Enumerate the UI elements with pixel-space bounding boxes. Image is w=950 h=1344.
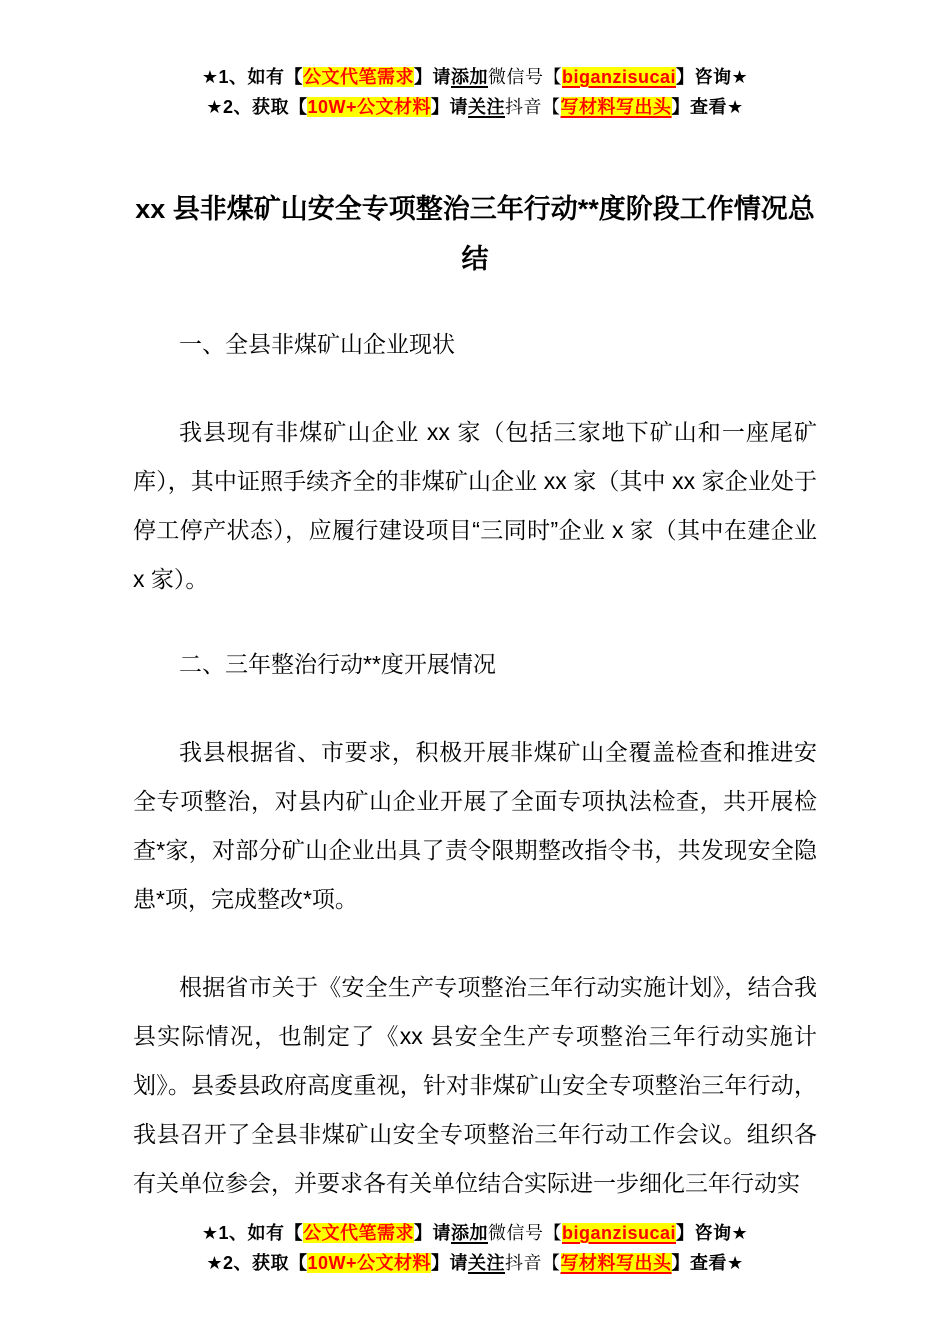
promo-segment: 写材料写出头: [560, 1253, 672, 1273]
promo-banner-footer: [0, 1218, 950, 1278]
promo-segment: 抖音【: [505, 1253, 561, 1273]
section-heading-2: 二、三年整治行动**度开展情况: [179, 651, 496, 677]
promo-banner-header: [0, 0, 950, 122]
promo-segment: 】请: [413, 67, 451, 87]
promo-segment: 】咨询★: [676, 67, 749, 87]
promo-segment: 】咨询★: [676, 1223, 749, 1243]
promo-segment: 抖音【: [505, 97, 561, 117]
promo-segment: 公文代笔需求: [302, 1223, 414, 1243]
promo-segment: 】查看★: [671, 1253, 744, 1273]
promo-line-2: [0, 92, 950, 122]
promo-segment: 写材料写出头: [560, 97, 672, 117]
promo-segment: 】查看★: [671, 97, 744, 117]
promo-segment: biganzisucai: [561, 67, 677, 87]
promo-segment: biganzisucai: [561, 1223, 677, 1243]
document-body: [0, 184, 950, 1208]
promo-segment: 关注: [468, 1253, 506, 1273]
promo-segment: 】请: [431, 1253, 469, 1273]
promo-segment: ★2、获取【: [206, 1253, 308, 1273]
promo-segment: 】请: [431, 97, 469, 117]
page-title: xx 县非煤矿山安全专项整治三年行动**度阶段工作情况总结: [135, 194, 815, 274]
promo-segment: 关注: [468, 97, 506, 117]
promo-segment: 微信号【: [487, 67, 562, 87]
promo-line-2: [0, 1248, 950, 1278]
promo-segment: 添加: [450, 1223, 488, 1243]
promo-line-1: [0, 1218, 950, 1248]
body-paragraph: 我县根据省、市要求，积极开展非煤矿山全覆盖检查和推进安全专项整治，对县内矿山企业开展了全面专项执法检查，共开展检查*家，对部分矿山企业出具了责令限期整改指令书，共发现安全隐患*项，完成整改*项。: [133, 739, 817, 912]
promo-segment: ★1、如有【: [201, 67, 303, 87]
promo-segment: 10W+公文材料: [307, 1253, 432, 1273]
promo-segment: 10W+公文材料: [307, 97, 432, 117]
section-heading-1: 一、全县非煤矿山企业现状: [179, 331, 455, 357]
body-paragraph: 根据省市关于《安全生产专项整治三年行动实施计划》，结合我县实际情况，也制定了《xx 县安全生产专项整治三年行动实施计划》。县委县政府高度重视，针对非煤矿山安全专项整治三年行动，我县召开了全县非煤矿山安全专项整治三年行动工作会议。组织各有关单位参会，并要求各有关单位结合实际进一步细化三年行动实: [133, 974, 817, 1196]
promo-segment: 】请: [413, 1223, 451, 1243]
promo-segment: ★2、获取【: [206, 97, 308, 117]
promo-segment: 添加: [450, 67, 488, 87]
body-paragraph: 我县现有非煤矿山企业 xx 家（包括三家地下矿山和一座尾矿库），其中证照手续齐全的非煤矿山企业 xx 家（其中 xx 家企业处于停工停产状态），应履行建设项目“三同时”企业 x 家（其中在建企业 x 家）。: [133, 419, 817, 592]
promo-segment: 微信号【: [487, 1223, 562, 1243]
promo-line-1: [0, 62, 950, 92]
promo-segment: 公文代笔需求: [302, 67, 414, 87]
promo-segment: ★1、如有【: [201, 1223, 303, 1243]
